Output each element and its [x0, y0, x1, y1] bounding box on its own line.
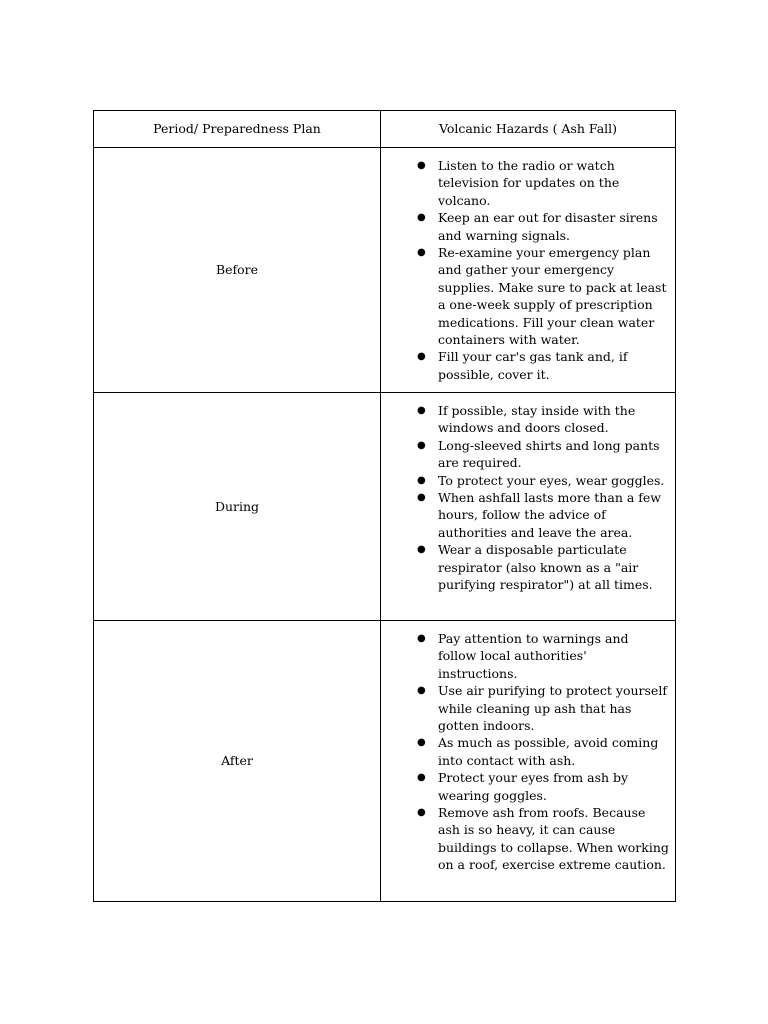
list-item	[417, 402, 669, 437]
items-cell-before	[381, 148, 676, 393]
list-item	[417, 472, 669, 489]
period-cell-during: During	[94, 393, 381, 621]
list-item-text: When ashfall lasts more than a few hours, follow the advice of authorities and leave the area.	[438, 490, 661, 540]
period-cell-before: Before	[94, 148, 381, 393]
bullet-icon: ●	[417, 212, 426, 224]
header-period: Period/ Preparedness Plan	[94, 111, 381, 148]
list-item-text: Long-sleeved shirts and long pants are required.	[438, 437, 660, 471]
bullet-icon: ●	[417, 439, 426, 451]
table-row-after	[94, 621, 676, 902]
list-item-text: As much as possible, avoid coming into contact with ash.	[438, 735, 659, 768]
bullet-icon: ●	[417, 351, 426, 363]
list-item-text: If possible, stay inside with the windows and doors closed.	[438, 403, 636, 436]
bullet-icon: ●	[417, 685, 426, 697]
list-item-text: Fill your car's gas tank and, if possible, cover it.	[438, 349, 628, 382]
list-item-text: Re-examine your emergency plan and gather your emergency supplies. Make sure to pack at least a one-week supply of prescription medications. Fill your clean water containers with water.	[438, 245, 667, 348]
bullet-icon: ●	[417, 160, 426, 171]
list-item-text: To protect your eyes, wear goggles.	[438, 472, 665, 488]
list-item	[417, 437, 669, 472]
bullet-icon: ●	[417, 474, 426, 486]
bullet-icon: ●	[417, 633, 426, 644]
bullet-icon: ●	[417, 807, 426, 819]
list-item-text: Keep an ear out for disaster sirens and warning signals.	[438, 210, 658, 243]
preparedness-table	[93, 110, 676, 902]
list-item-text: Wear a disposable particulate respirator (also known as a "air purifying respirator") at all times.	[438, 542, 653, 593]
items-cell-after	[381, 621, 676, 902]
list-item	[417, 541, 669, 593]
bullet-icon: ●	[417, 737, 426, 749]
bullet-icon: ●	[417, 544, 426, 556]
list-item	[417, 348, 669, 383]
list-item	[417, 630, 669, 682]
table-row-during	[94, 393, 676, 621]
bullet-list-before	[381, 148, 675, 383]
list-item	[417, 804, 669, 874]
period-cell-after: After	[94, 621, 381, 902]
table-row-before	[94, 148, 676, 393]
bullet-icon: ●	[417, 405, 426, 416]
table-header-row	[94, 111, 676, 148]
list-item-text: Remove ash from roofs. Because ash is so heavy, it can cause buildings to collapse. When working on a roof, exercise extreme caution.	[438, 805, 669, 873]
bullet-icon: ●	[417, 247, 426, 259]
bullet-icon: ●	[417, 492, 426, 504]
list-item	[417, 734, 669, 769]
list-item	[417, 244, 669, 348]
list-item-text: Listen to the radio or watch television for updates on the volcano.	[438, 158, 620, 208]
bullet-list-during	[381, 393, 675, 593]
list-item	[417, 157, 669, 209]
list-item	[417, 489, 669, 541]
list-item	[417, 769, 669, 804]
items-cell-during	[381, 393, 676, 621]
bullet-icon: ●	[417, 772, 426, 784]
list-item	[417, 209, 669, 244]
list-item-text: Protect your eyes from ash by wearing goggles.	[438, 770, 629, 803]
bullet-list-after	[381, 621, 675, 874]
list-item	[417, 682, 669, 734]
list-item-text: Use air purifying to protect yourself while cleaning up ash that has gotten indoors.	[438, 683, 667, 734]
header-hazard: Volcanic Hazards ( Ash Fall)	[381, 111, 676, 148]
list-item-text: Pay attention to warnings and follow local authorities' instructions.	[438, 631, 629, 681]
